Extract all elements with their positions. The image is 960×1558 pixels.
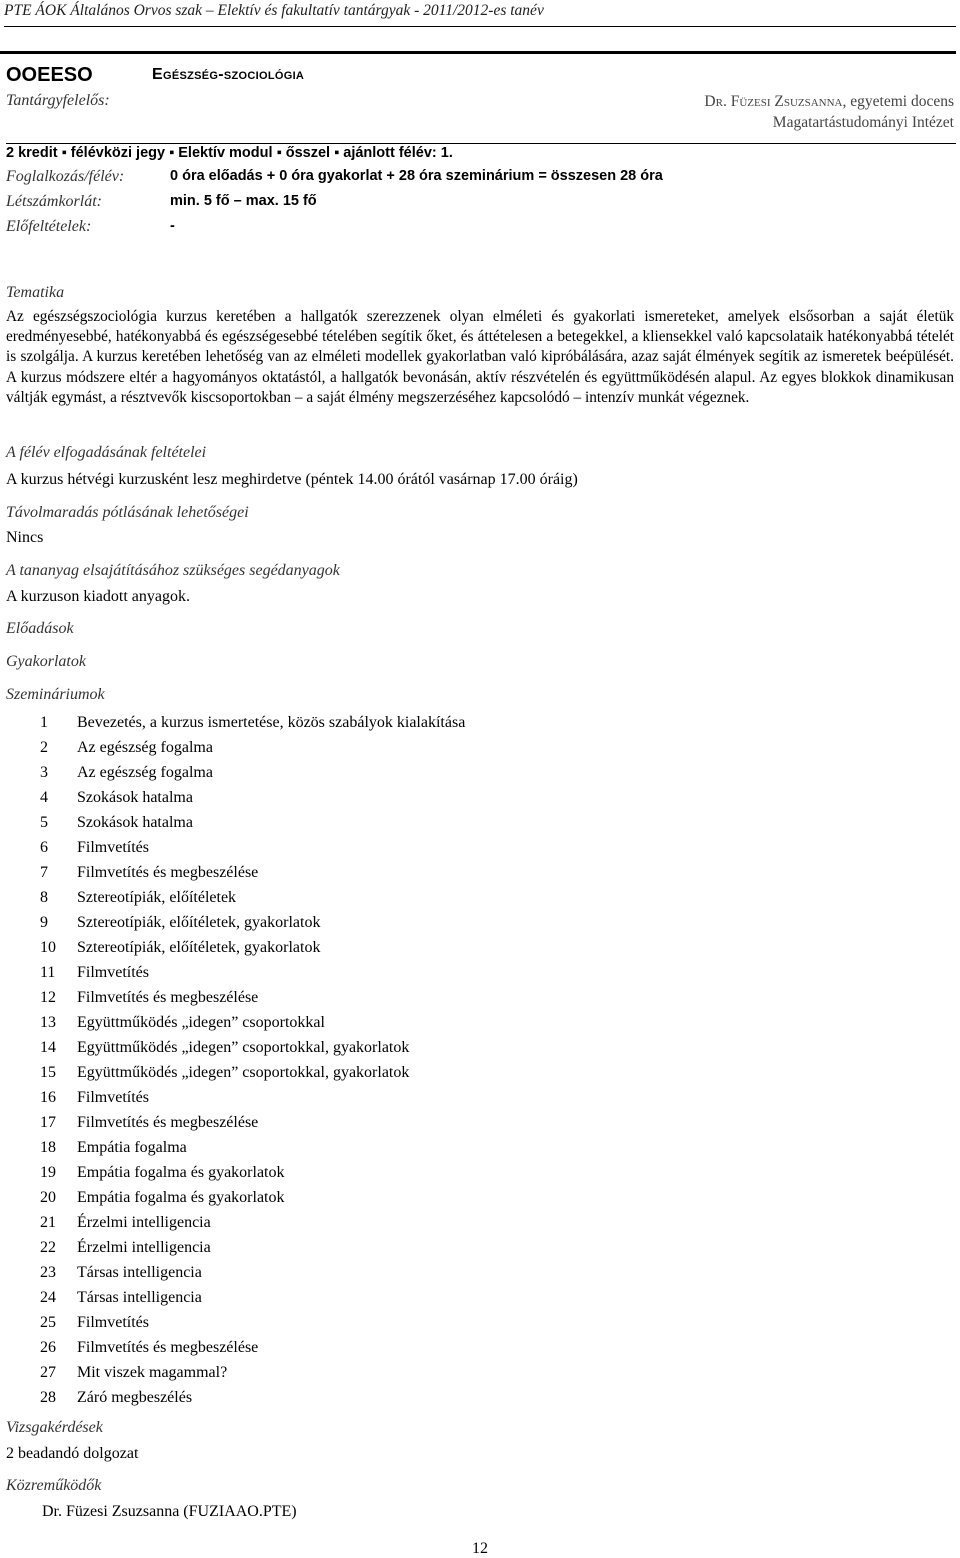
section-heading-gyakorlatok: Gyakorlatok xyxy=(6,653,86,670)
course-code: OOEESO xyxy=(6,64,93,86)
field-value-foglalkozas: 0 óra előadás + 0 óra gyakorlat + 28 óra szeminárium = összesen 28 óra xyxy=(170,168,663,184)
seminar-number: 23 xyxy=(40,1263,56,1281)
seminar-topic: Empátia fogalma és gyakorlatok xyxy=(77,1163,285,1181)
seminar-topic: Bevezetés, a kurzus ismertetése, közös szabályok kialakítása xyxy=(77,713,466,731)
seminar-number: 27 xyxy=(40,1363,56,1381)
seminar-number: 5 xyxy=(40,813,48,831)
seminar-row xyxy=(40,735,740,760)
seminar-number: 10 xyxy=(40,938,56,956)
seminar-row xyxy=(40,710,740,735)
seminar-row xyxy=(40,1160,740,1185)
seminar-row xyxy=(40,1235,740,1260)
seminar-number: 28 xyxy=(40,1388,56,1406)
section-heading-szeminariumok: Szemináriumok xyxy=(6,686,105,703)
seminar-number: 17 xyxy=(40,1113,56,1131)
seminar-number: 14 xyxy=(40,1038,56,1056)
seminar-row xyxy=(40,1110,740,1135)
seminar-row xyxy=(40,910,740,935)
field-value-letszam: min. 5 fő – max. 15 fő xyxy=(170,193,317,209)
course-title-block xyxy=(0,51,956,94)
seminar-topic: Sztereotípiák, előítéletek, gyakorlatok xyxy=(77,938,321,956)
field-label-elofeltetelek: Előfeltételek: xyxy=(6,218,92,235)
seminar-topic: Társas intelligencia xyxy=(77,1263,202,1281)
seminar-number: 3 xyxy=(40,763,48,781)
responsible-name-line xyxy=(704,93,954,111)
seminar-number: 26 xyxy=(40,1338,56,1356)
tematika-heading: Tematika xyxy=(6,284,65,301)
seminar-topic: Érzelmi intelligencia xyxy=(77,1213,211,1231)
seminar-row xyxy=(40,835,740,860)
seminar-number: 24 xyxy=(40,1288,56,1306)
section-text-tavolmaradas: Nincs xyxy=(6,529,44,546)
seminar-topic: Filmvetítés és megbeszélése xyxy=(77,1113,259,1131)
seminar-number: 7 xyxy=(40,863,48,881)
contributors-heading: Közreműködők xyxy=(6,1477,102,1494)
seminar-topic: Mit viszek magammal? xyxy=(77,1363,228,1381)
seminar-row xyxy=(40,810,740,835)
seminar-topic: Együttműködés „idegen” csoportokkal, gyakorlatok xyxy=(77,1038,410,1056)
seminar-row xyxy=(40,1085,740,1110)
seminar-row xyxy=(40,1260,740,1285)
seminar-topic: Filmvetítés xyxy=(77,963,149,981)
page-number: 12 xyxy=(472,1540,488,1557)
seminar-number: 19 xyxy=(40,1163,56,1181)
course-name: Egészség-szociológia xyxy=(152,66,305,83)
section-text-felteltelek: A kurzus hétvégi kurzusként lesz meghirdetve (péntek 14.00 órától vasárnap 17.00 óráig) xyxy=(6,471,578,488)
seminar-number: 4 xyxy=(40,788,48,806)
seminar-row xyxy=(40,1185,740,1210)
seminar-number: 8 xyxy=(40,888,48,906)
responsible-name: Dr. Füzesi Zsuzsanna xyxy=(704,93,843,110)
section-heading-felteltelek: A félév elfogadásának feltételei xyxy=(6,444,207,461)
seminar-number: 21 xyxy=(40,1213,56,1231)
seminar-row xyxy=(40,1285,740,1310)
seminar-number: 25 xyxy=(40,1313,56,1331)
seminar-topic: Filmvetítés és megbeszélése xyxy=(77,988,259,1006)
seminar-number: 18 xyxy=(40,1138,56,1156)
responsible-label: Tantárgyfelelős: xyxy=(6,92,110,109)
seminar-topic: Filmvetítés xyxy=(77,1088,149,1106)
seminar-row xyxy=(40,935,740,960)
seminar-row xyxy=(40,960,740,985)
seminar-topic: Filmvetítés xyxy=(77,838,149,856)
seminar-topic: Az egészség fogalma xyxy=(77,738,213,756)
seminar-topic: Sztereotípiák, előítéletek, gyakorlatok xyxy=(77,913,321,931)
seminar-number: 13 xyxy=(40,1013,56,1031)
seminar-topic: Társas intelligencia xyxy=(77,1288,202,1306)
responsible-institute: Magatartástudományi Intézet xyxy=(772,114,954,131)
page-header: PTE ÁOK Általános Orvos szak – Elektív és fakultatív tantárgyak - 2011/2012-es tanév xyxy=(4,2,956,27)
section-heading-segedanyagok: A tananyag elsajátításához szükséges segédanyagok xyxy=(6,562,340,579)
seminar-row xyxy=(40,1335,740,1360)
contributors-text: Dr. Füzesi Zsuzsanna (FUZIAAO.PTE) xyxy=(42,1503,297,1520)
tematika-text: Az egészségszociológia kurzus keretében a hallgatók szerezzenek olyan elméleti és gyakorlati ismereteket, amelyek elsősorban a saját életük eredményesebbé, hatékonyabbá és egészségesebbé tételében segítik őket, és áttételesen a betegekkel, a kliensekkel való kapcsolataik hatékonyabbá tételét is szolgálja. A kurzus keretében lehetőség van az elméleti modellek gyakorlatban való kipróbálására, azaz saját élmények segítik az ismeretek beépülését. A kurzus módszere eltér a hagyományos oktatástól, a hallgatók bevonásán, aktív részvételén és együttműködésén alapul. Az egyes blokkok dinamikusan váltják egymást, a résztvevők kiscsoportokban – a saját élmény megszerzéséhez kapcsolódó – intenzív munkát végeznek. xyxy=(6,308,954,406)
section-text-segedanyagok: A kurzuson kiadott anyagok. xyxy=(6,588,190,605)
seminar-topic: Empátia fogalma és gyakorlatok xyxy=(77,1188,285,1206)
seminar-row xyxy=(40,1060,740,1085)
exam-text: 2 beadandó dolgozat xyxy=(6,1445,139,1462)
seminar-number: 1 xyxy=(40,713,48,731)
seminar-row xyxy=(40,785,740,810)
seminar-number: 16 xyxy=(40,1088,56,1106)
seminar-topic: Az egészség fogalma xyxy=(77,763,213,781)
seminar-topic: Empátia fogalma xyxy=(77,1138,187,1156)
seminar-number: 20 xyxy=(40,1188,56,1206)
seminar-row xyxy=(40,1310,740,1335)
field-value-elofeltetelek: - xyxy=(170,218,175,234)
exam-heading: Vizsgakérdések xyxy=(6,1419,103,1436)
seminar-number: 6 xyxy=(40,838,48,856)
seminar-row xyxy=(40,1135,740,1160)
seminar-topic: Együttműködés „idegen” csoportokkal xyxy=(77,1013,325,1031)
seminar-topic: Filmvetítés xyxy=(77,1313,149,1331)
seminar-row xyxy=(40,1210,740,1235)
seminar-topic: Sztereotípiák, előítéletek xyxy=(77,888,237,906)
seminar-topic: Szokások hatalma xyxy=(77,813,193,831)
responsible-title: , egyetemi docens xyxy=(842,93,954,110)
seminar-number: 9 xyxy=(40,913,48,931)
seminar-row xyxy=(40,860,740,885)
field-label-foglalkozas: Foglalkozás/félév: xyxy=(6,168,125,185)
seminar-list xyxy=(40,710,740,1410)
seminar-row xyxy=(40,885,740,910)
seminar-row xyxy=(40,1360,740,1385)
section-heading-eloadasok: Előadások xyxy=(6,620,74,637)
seminar-number: 12 xyxy=(40,988,56,1006)
seminar-row xyxy=(40,1010,740,1035)
seminar-topic: Együttműködés „idegen” csoportokkal, gyakorlatok xyxy=(77,1063,410,1081)
section-heading-tavolmaradas: Távolmaradás pótlásának lehetőségei xyxy=(6,504,249,521)
seminar-row xyxy=(40,1035,740,1060)
meta-line: 2 kredit ▪ félévközi jegy ▪ Elektív modul ▪ ősszel ▪ ajánlott félév: 1. xyxy=(6,143,956,161)
field-label-letszam: Létszámkorlát: xyxy=(6,193,102,210)
seminar-row xyxy=(40,985,740,1010)
seminar-topic: Filmvetítés és megbeszélése xyxy=(77,1338,259,1356)
seminar-number: 11 xyxy=(40,963,56,981)
seminar-row xyxy=(40,760,740,785)
seminar-topic: Záró megbeszélés xyxy=(77,1388,193,1406)
seminar-number: 22 xyxy=(40,1238,56,1256)
seminar-topic: Filmvetítés és megbeszélése xyxy=(77,863,259,881)
seminar-number: 15 xyxy=(40,1063,56,1081)
seminar-row xyxy=(40,1385,740,1410)
seminar-topic: Érzelmi intelligencia xyxy=(77,1238,211,1256)
seminar-topic: Szokások hatalma xyxy=(77,788,193,806)
seminar-number: 2 xyxy=(40,738,48,756)
